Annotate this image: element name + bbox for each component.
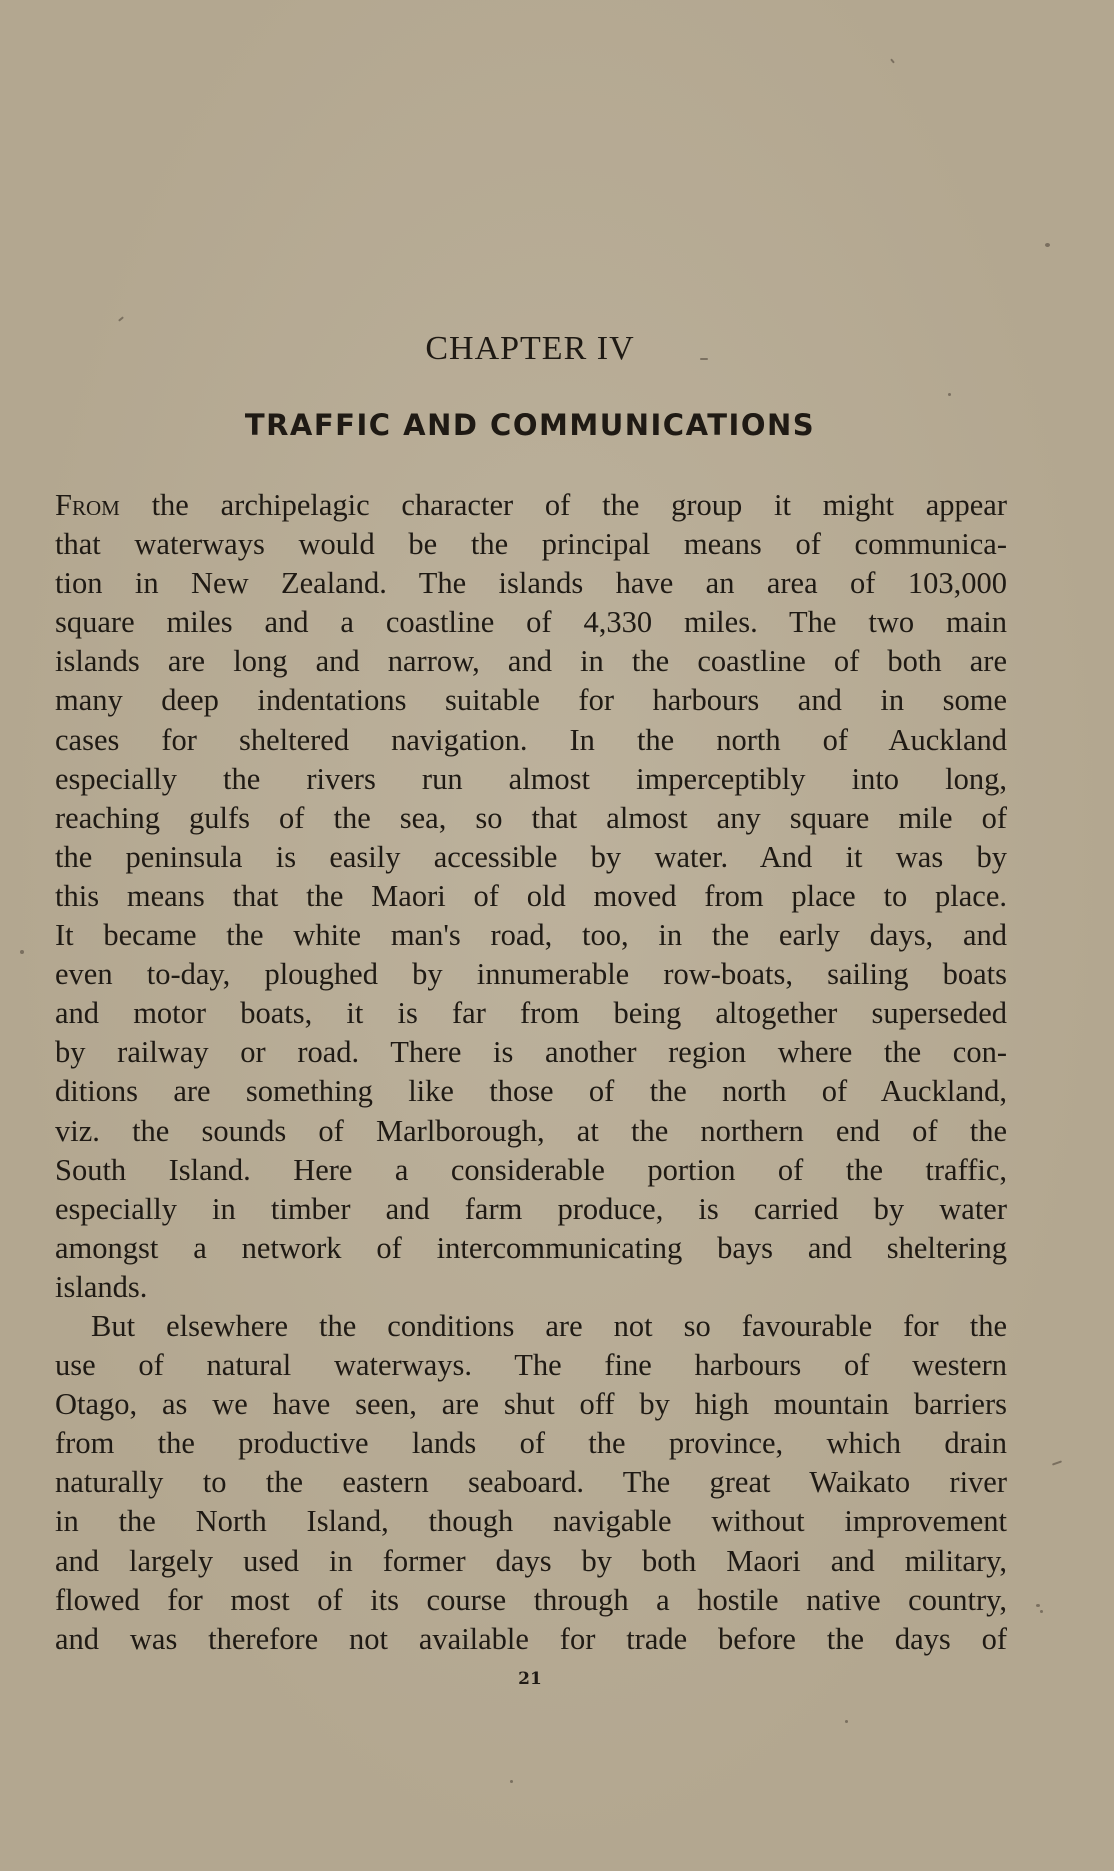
chapter-label: CHAPTER IV (425, 330, 635, 367)
text-line: South Island. Here a considerable portion of the traffic, (55, 1152, 1007, 1187)
text-line: many deep indentations suitable for harbours and in some (55, 683, 1007, 718)
text-line: cases for sheltered navigation. In the north of Auckland (55, 722, 1007, 757)
text-line: especially the rivers run almost imperceptibly into long, (55, 761, 1007, 796)
text-line: and largely used in former days by both Maori and military, (55, 1543, 1007, 1578)
text-line: amongst a network of intercommunicating bays and sheltering (55, 1230, 1007, 1265)
paragraph-lead: From (55, 488, 120, 522)
text-line: by railway or road. There is another region where the con- (55, 1035, 1007, 1070)
text-line: It became the white man's road, too, in the early days, and (55, 918, 1007, 953)
scan-speck (1045, 243, 1050, 247)
text-line: from the productive lands of the province, which drain (55, 1426, 1007, 1461)
text-line: reaching gulfs of the sea, so that almost any square mile of (55, 800, 1007, 835)
text-line: use of natural waterways. The fine harbours of western (55, 1348, 1007, 1383)
text-line: and motor boats, it is far from being altogether superseded (55, 996, 1007, 1031)
scan-speck (510, 1780, 513, 1783)
page-number: 21 (518, 1669, 542, 1689)
text-line: and was therefore not available for trade before the days of (55, 1621, 1007, 1656)
text-line: ditions are something like those of the north of Auckland, (55, 1074, 1007, 1109)
text-line: naturally to the eastern seaboard. The great Waikato river (55, 1465, 1007, 1500)
text-line: in the North Island, though navigable without improvement (55, 1504, 1007, 1539)
text-line: flowed for most of its course through a hostile native country, (55, 1582, 1007, 1617)
text-line: even to-day, ploughed by innumerable row-boats, sailing boats (55, 957, 1007, 992)
text-line: that waterways would be the principal means of communica- (55, 527, 1007, 562)
text-line: But elsewhere the conditions are not so favourable for the (91, 1308, 1007, 1343)
text-line: viz. the sounds of Marlborough, at the northern end of the (55, 1113, 1007, 1148)
scan-speck (1052, 1460, 1062, 1465)
chapter-title: TRAFFIC AND COMMUNICATIONS (244, 408, 816, 442)
text-line: tion in New Zealand. The islands have an area of 103,000 (55, 566, 1007, 601)
text-line: islands are long and narrow, and in the coastline of both are (55, 644, 1007, 679)
scan-speck (845, 1720, 848, 1723)
body-text (55, 486, 1007, 1659)
scan-speck (20, 950, 24, 954)
text-line: islands. (55, 1269, 148, 1304)
scan-speck (890, 58, 895, 63)
scan-speck (948, 393, 951, 396)
scan-speck (1036, 1604, 1040, 1607)
text-line: especially in timber and farm produce, is carried by water (55, 1191, 1007, 1226)
text-line: Otago, as we have seen, are shut off by high mountain barriers (55, 1387, 1007, 1422)
text-line: square miles and a coastline of 4,330 miles. The two main (55, 605, 1007, 640)
text-line: From the archipelagic character of the group it might appear (55, 488, 1007, 522)
text-line: the peninsula is easily accessible by water. And it was by (55, 839, 1007, 874)
text-line: this means that the Maori of old moved from place to place. (55, 878, 1007, 913)
scan-speck (118, 316, 124, 321)
scan-speck (1040, 1610, 1043, 1613)
